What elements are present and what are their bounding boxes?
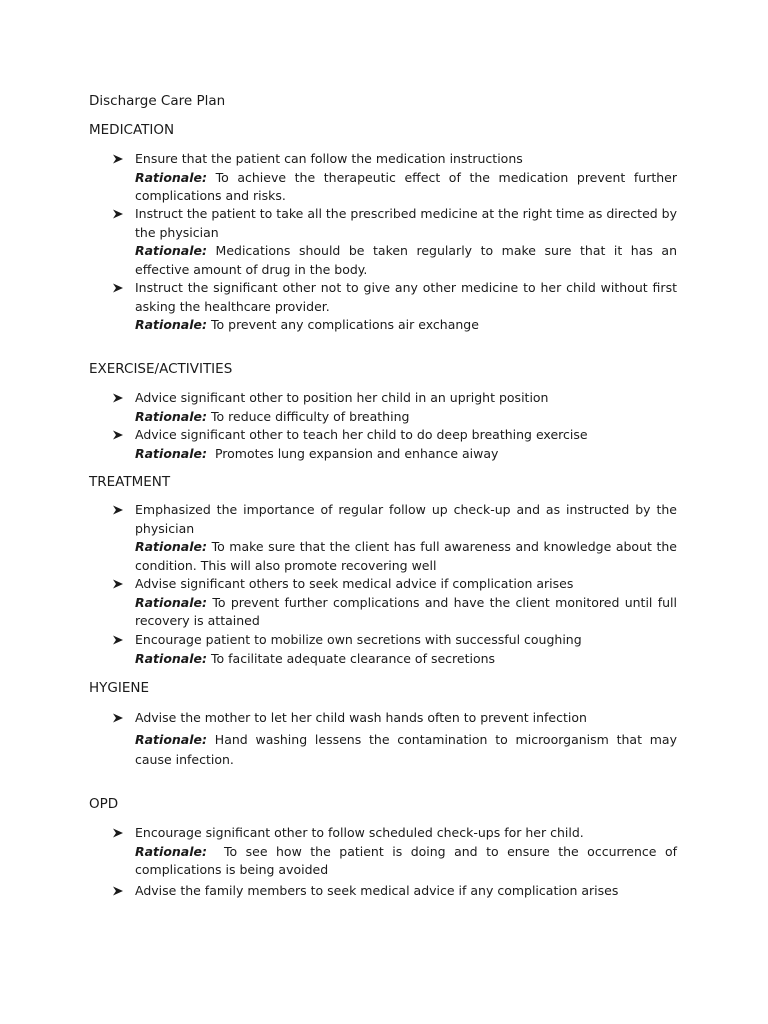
item-text: Advice significant other to teach her child to do deep breathing exercise [135, 427, 588, 442]
rationale-text: To see how the patient is doing and to ensure the occurrence of complications is being avoided [135, 843, 681, 877]
section-heading-exercise: EXERCISE/ACTIVITIES [89, 361, 233, 377]
rationale-text: To prevent further complications and have the client monitored until full recovery is attained [135, 594, 677, 628]
rationale-text: Hand washing lessens the contamination to microorganism that may cause infection. [135, 731, 677, 767]
list-item [89, 575, 677, 631]
list-item [89, 501, 677, 575]
rationale-label: Rationale: [135, 317, 208, 332]
rationale-label: Rationale: [135, 243, 208, 258]
arrowhead-bullet-icon [112, 279, 124, 297]
list-item [89, 426, 677, 463]
item-text: Advise the mother to let her child wash hands often to prevent infection [135, 710, 587, 725]
list-item [89, 150, 677, 206]
rationale-label: Rationale: [135, 445, 208, 461]
item-text: Encourage significant other to follow scheduled check-ups for her child. [135, 825, 584, 840]
rationale-label: Rationale: [135, 843, 208, 859]
rationale-label: Rationale: [135, 594, 208, 610]
item-text: Advise significant others to seek medical advice if complication arises [135, 576, 574, 591]
list-item [89, 279, 677, 335]
rationale-label: Rationale: [135, 650, 208, 666]
list-item [89, 882, 677, 901]
rationale-text: To make sure that the client has full awareness and knowledge about the condition. This will also promote recovering well [135, 539, 677, 573]
arrowhead-bullet-icon [112, 389, 124, 407]
rationale-text: To achieve the therapeutic effect of the medication prevent further complications and risks. [135, 169, 677, 203]
arrowhead-bullet-icon [112, 824, 124, 842]
arrowhead-bullet-icon [112, 631, 124, 649]
list-item [89, 205, 677, 279]
document-title: Discharge Care Plan [89, 93, 226, 109]
rationale-text: Medications should be taken regularly to make sure that it has an effective amount of drug in the body. [135, 243, 677, 277]
item-rationale [135, 594, 677, 631]
rationale-text: To prevent any complications air exchange [211, 317, 479, 332]
item-text: Emphasized the importance of regular follow up check-up and as instructed by the physician [135, 502, 677, 536]
item-text: Advise the family members to seek medical advice if any complication arises [135, 883, 619, 898]
list-item [89, 389, 677, 426]
item-rationale [135, 538, 677, 575]
arrowhead-bullet-icon [112, 205, 124, 223]
list-item [89, 709, 677, 770]
arrowhead-bullet-icon [112, 709, 124, 727]
section-heading-opd: OPD [89, 796, 119, 812]
arrowhead-bullet-icon [112, 575, 124, 593]
list-item [89, 631, 677, 668]
rationale-text: To facilitate adequate clearance of secretions [211, 650, 496, 666]
arrowhead-bullet-icon [112, 501, 124, 519]
item-rationale [135, 730, 677, 770]
rationale-label: Rationale: [135, 408, 208, 424]
list-item [89, 824, 681, 880]
item-rationale [135, 169, 677, 206]
item-text: Instruct the significant other not to give any other medicine to her child without first asking the healthcare provider. [135, 280, 677, 314]
rationale-label: Rationale: [135, 731, 208, 747]
rationale-label: Rationale: [135, 169, 208, 185]
item-rationale [135, 316, 677, 335]
item-text: Encourage patient to mobilize own secretions with successful coughing [135, 632, 582, 647]
arrowhead-bullet-icon [112, 882, 124, 900]
section-heading-medication: MEDICATION [89, 122, 175, 138]
item-text: Instruct the patient to take all the prescribed medicine at the right time as directed by the physician [135, 206, 677, 240]
section-heading-hygiene: HYGIENE [89, 680, 149, 696]
item-rationale [135, 408, 677, 427]
item-rationale [135, 445, 677, 464]
item-rationale [135, 843, 681, 880]
rationale-text: To reduce difficulty of breathing [211, 408, 410, 424]
item-text: Advice significant other to position her child in an upright position [135, 390, 549, 405]
item-text: Ensure that the patient can follow the medication instructions [135, 151, 523, 166]
arrowhead-bullet-icon [112, 426, 124, 444]
rationale-label: Rationale: [135, 539, 208, 554]
item-rationale [135, 242, 677, 279]
rationale-text: Promotes lung expansion and enhance aiway [211, 445, 499, 461]
arrowhead-bullet-icon [112, 150, 124, 168]
section-heading-treatment: TREATMENT [89, 474, 171, 490]
item-rationale [135, 650, 677, 669]
